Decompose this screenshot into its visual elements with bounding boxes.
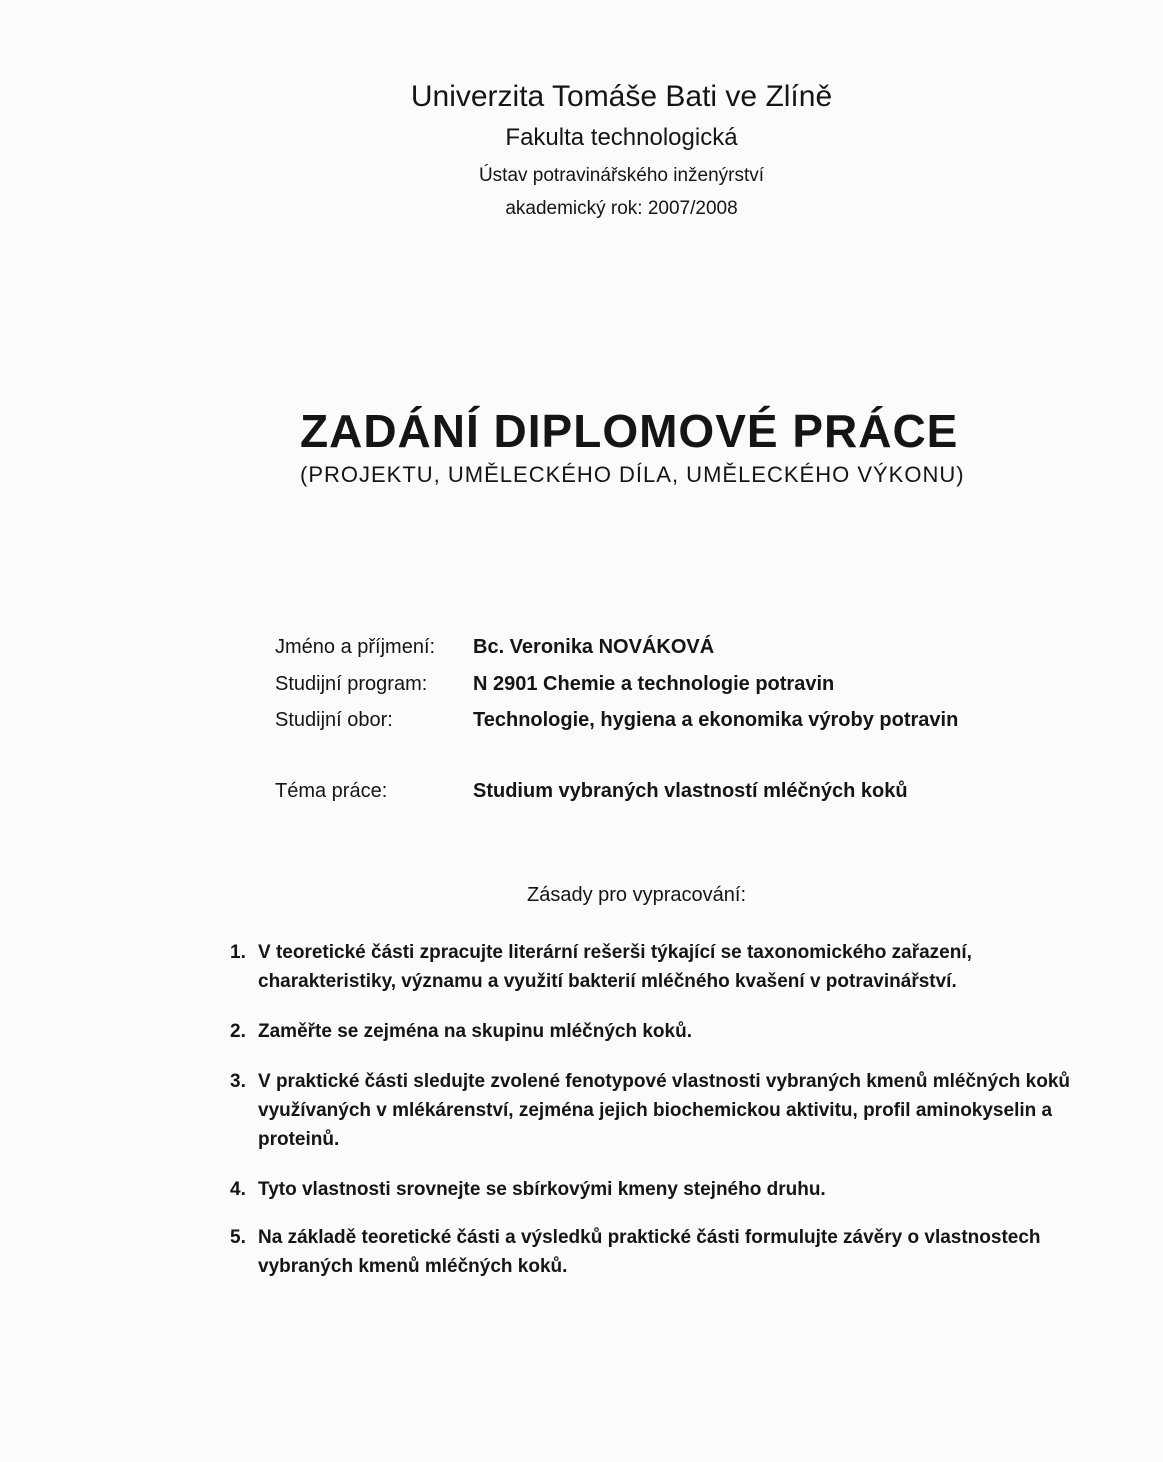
rule-number: 2. [230,1021,246,1042]
rule-text: Zaměřte se zejména na skupinu mléčných koků. [258,1021,692,1042]
faculty-name: Fakulta technologická [505,124,738,151]
rule-item-2 [230,1017,1090,1046]
rule-text: Tyto vlastnosti srovnejte se sbírkovými kmeny stejného druhu. [258,1179,826,1200]
topic-value: Studium vybraných vlastností mléčných koků [473,780,908,802]
topic-label: Téma práce: [275,780,388,802]
rule-number: 4. [230,1179,246,1200]
name-label: Jméno a příjmení: [275,636,436,658]
document-title: ZADÁNÍ DIPLOMOVÉ PRÁCE [300,405,959,457]
study-field-value: Technologie, hygiena a ekonomika výroby potravin [473,709,959,731]
rule-item-1 [230,938,1090,996]
rule-number: 3. [230,1071,246,1092]
name-value: Bc. Veronika NOVÁKOVÁ [473,636,715,658]
document-subtitle: (PROJEKTU, UMĚLECKÉHO DÍLA, UMĚLECKÉHO VÝKONU) [300,462,965,487]
rule-number: 1. [230,942,246,963]
rule-item-4 [230,1175,1090,1204]
institute-name: Ústav potravinářského inženýrství [478,165,765,186]
rule-text: V teoretické části zpracujte literární rešerši týkající se taxonomického zařazení, charakteristiky, významu a využití bakterií mléčného kvašení v potravinářství. [258,942,972,992]
rule-text: V praktické části sledujte zvolené fenotypové vlastnosti vybraných kmenů mléčných koků využívaných v mlékárenství, zejména jejich biochemickou aktivitu, profil aminokyselin a proteinů. [258,1071,1071,1150]
rule-item-5 [230,1223,1090,1281]
rule-item-3 [230,1067,1090,1154]
rule-number: 5. [230,1227,246,1248]
rules-heading: Zásady pro vypracování: [527,884,746,906]
study-field-label: Studijní obor: [275,709,393,731]
academic-year: akademický rok: 2007/2008 [505,198,738,219]
program-label: Studijní program: [275,673,428,695]
rule-text: Na základě teoretické části a výsledků praktické části formulujte závěry o vlastnostech vybraných kmenů mléčných koků. [258,1227,1041,1277]
university-name: Univerzita Tomáše Bati ve Zlíně [410,80,833,113]
program-value: N 2901 Chemie a technologie potravin [473,673,835,695]
